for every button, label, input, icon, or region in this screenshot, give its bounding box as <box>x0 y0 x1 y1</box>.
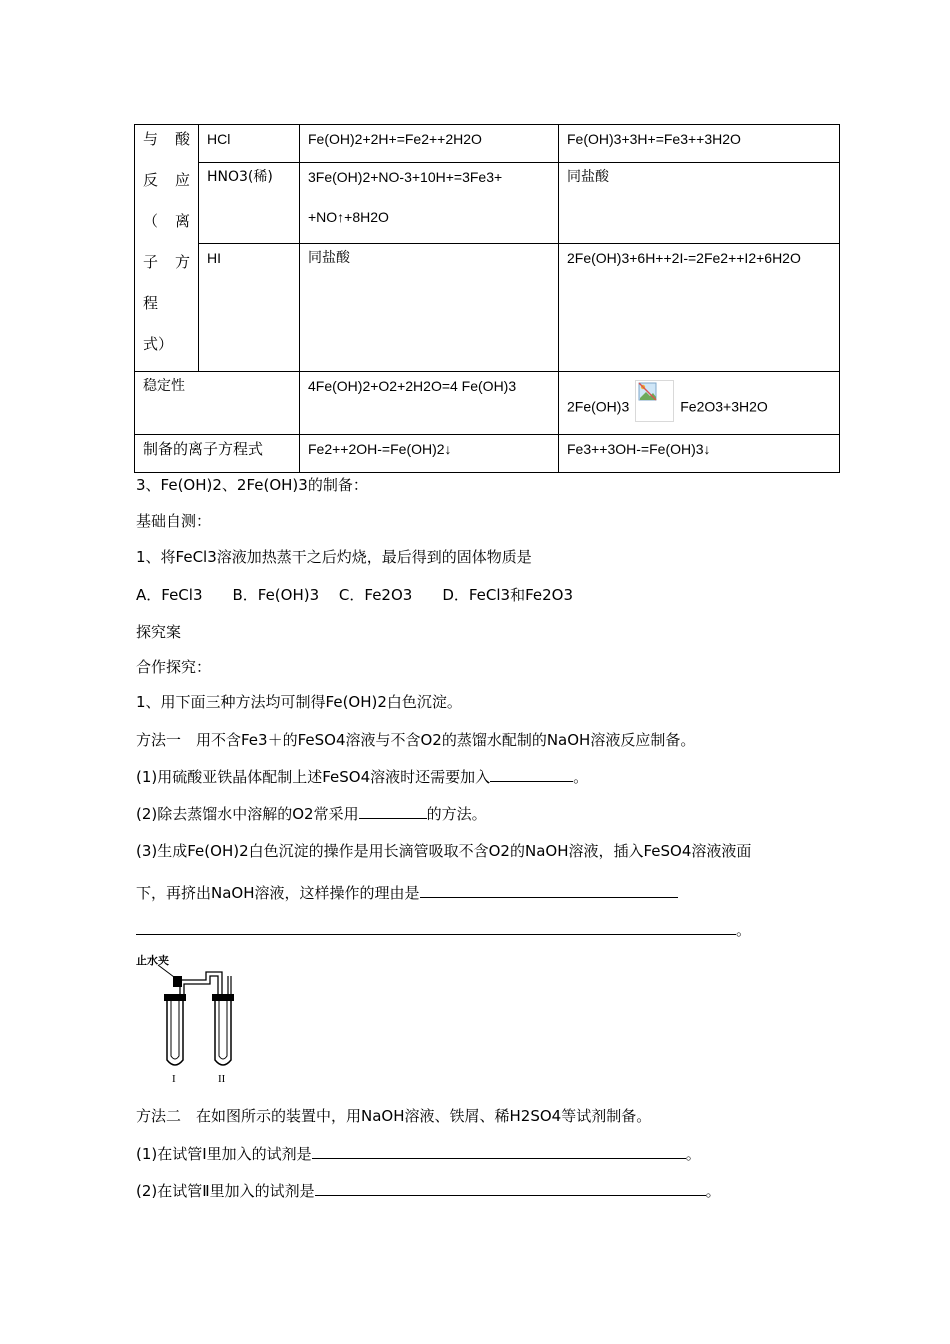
method-2: 方法二 在如图所示的装置中，用NaOH溶液、铁屑、稀H2SO4等试剂制备。 <box>136 1107 652 1125</box>
method-1-question-2-end: 的方法。 <box>426 805 487 823</box>
section-3-heading: 3、Fe(OH)2、2Fe(OH)3的制备： <box>136 476 368 494</box>
stability-label: 稳定性 <box>143 378 185 394</box>
tube-2-label: II <box>218 1073 226 1084</box>
feoh3-hno3-text: 同盐酸 <box>567 169 609 186</box>
acid-hno3: HNO3(稀) <box>207 169 273 186</box>
feoh2-hi-text: 同盐酸 <box>308 249 350 266</box>
preparation-label: 制备的离子方程式 <box>143 440 264 458</box>
acid-label-line: 式） <box>143 335 174 353</box>
table-row <box>135 372 840 435</box>
method-1-question-1 <box>136 767 588 787</box>
answer-blank[interactable] <box>420 883 678 898</box>
feoh3-hi-equation: 2Fe(OH)3+6H++2I-=2Fe2++I2+6H2O <box>567 249 801 266</box>
acid-label-line: 程 <box>143 294 159 312</box>
period: 。 <box>685 1145 701 1163</box>
period: 。 <box>736 921 752 939</box>
question-1: 1、将FeCl3溶液加热蒸干之后灼烧，最后得到的固体物质是 <box>136 548 532 566</box>
answer-blank[interactable] <box>359 804 427 819</box>
feoh2-hno3-equation-line2: +NO↑+8H2O <box>308 209 389 226</box>
broken-image-icon <box>635 380 674 422</box>
question-1-options: A．FeCl3 B．Fe(OH)3 C．Fe2O3 D．FeCl3和Fe2O3 <box>136 586 574 604</box>
apparatus-figure <box>136 952 266 1089</box>
acid-label-line: 子 方 <box>143 253 190 271</box>
period: 。 <box>705 1182 721 1200</box>
acid-label-line: 与 酸 <box>143 130 190 148</box>
cooperation-heading: 合作探究： <box>136 658 212 676</box>
basic-test-heading: 基础自测： <box>136 512 212 530</box>
paragraph-1: 1、用下面三种方法均可制得Fe(OH)2白色沉淀。 <box>136 693 462 711</box>
clamp-label: 止水夹 <box>136 954 169 967</box>
table-row <box>135 163 840 244</box>
acid-reaction-label <box>135 125 199 372</box>
method-1-question-2-text: (2)除去蒸馏水中溶解的O2常采用 <box>136 805 359 823</box>
table-row <box>135 435 840 473</box>
feoh2-stability-equation: 4Fe(OH)2+O2+2H2O=4 Fe(OH)3 <box>308 378 517 394</box>
feoh3-stability-right: Fe2O3+3H2O <box>680 398 768 415</box>
feoh3-preparation-equation: Fe3++3OH-=Fe(OH)3↓ <box>567 441 711 457</box>
period: 。 <box>573 768 589 786</box>
method-2-question-1-text: (1)在试管Ⅰ里加入的试剂是 <box>136 1145 312 1163</box>
method-2-question-2-text: (2)在试管Ⅱ里加入的试剂是 <box>136 1182 315 1200</box>
acid-hcl: HCl <box>207 131 231 147</box>
acid-label-line: 反 应 <box>143 171 190 189</box>
feoh3-hcl-equation: Fe(OH)3+3H+=Fe3++3H2O <box>567 131 741 147</box>
answer-blank[interactable] <box>312 1144 686 1159</box>
method-1-question-3-line-3 <box>136 920 751 940</box>
feoh2-hcl-equation: Fe(OH)2+2H+=Fe2++2H2O <box>308 131 482 147</box>
method-1-question-2 <box>136 804 487 824</box>
method-1: 方法一 用不含Fe3＋的FeSO4溶液与不含O2的蒸馏水配制的NaOH溶液反应制备。 <box>136 731 696 749</box>
table-row <box>135 125 840 163</box>
answer-blank[interactable] <box>136 920 736 935</box>
method-1-question-3-line-1: (3)生成Fe(OH)2白色沉淀的操作是用长滴管吸取不含O2的NaOH溶液，插入FeSO4溶液液面 <box>136 842 752 860</box>
method-1-question-3-line-2 <box>136 883 678 903</box>
table-row <box>135 243 840 371</box>
answer-blank[interactable] <box>490 767 573 782</box>
method-1-question-1-text: (1)用硫酸亚铁晶体配制上述FeSO4溶液时还需要加入 <box>136 768 491 786</box>
acid-label-line: （ 离 <box>143 212 190 230</box>
method-2-question-2 <box>136 1181 721 1201</box>
feoh3-stability-left: 2Fe(OH)3 <box>567 398 630 415</box>
feoh2-preparation-equation: Fe2++2OH-=Fe(OH)2↓ <box>308 441 452 457</box>
method-2-question-1 <box>136 1144 701 1164</box>
tube-1-label: I <box>172 1073 176 1084</box>
properties-table <box>134 124 840 473</box>
acid-hi: HI <box>207 249 221 266</box>
method-1-question-3-text: 下，再挤出NaOH溶液，这样操作的理由是 <box>136 884 420 902</box>
explore-heading: 探究案 <box>136 623 182 641</box>
answer-blank[interactable] <box>315 1181 706 1196</box>
feoh2-hno3-equation-line1: 3Fe(OH)2+NO-3+10H+=3Fe3+ <box>308 169 503 186</box>
clamp-icon <box>173 976 182 987</box>
